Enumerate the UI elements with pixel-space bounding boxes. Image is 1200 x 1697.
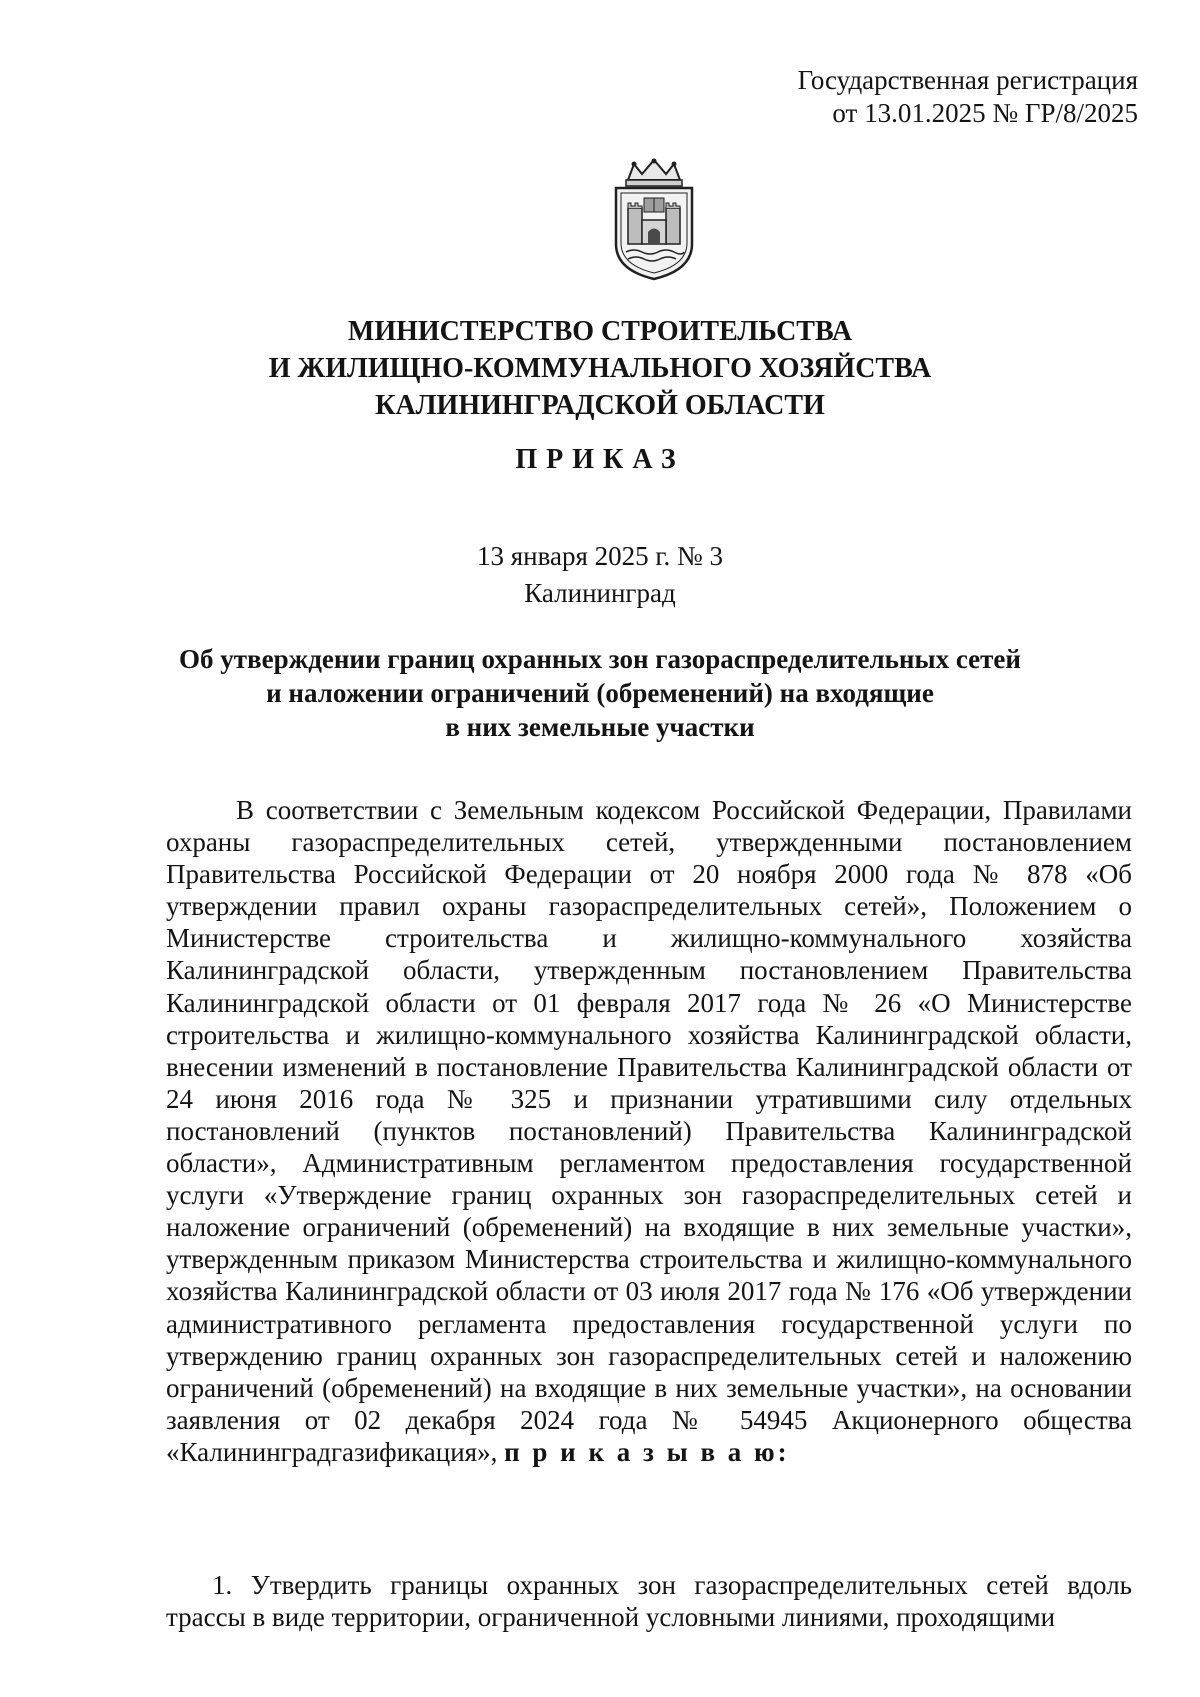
order-date-number: 13 января 2025 г. № 3	[477, 541, 723, 571]
state-registration-stamp	[798, 64, 1138, 130]
registration-label: Государственная регистрация	[797, 65, 1138, 95]
order-item-1: 1. Утвердить границы охранных зон газораспределительных сетей вдоль трассы в виде территории, ограниченной условными линиями, проходящими	[166, 1570, 1132, 1633]
registration-number: от 13.01.2025 № ГР/8/2025	[832, 98, 1138, 128]
preamble-text: В соответствии с Земельным кодексом Российской Федерации, Правилами охраны газораспределительных сетей, утвержденными постановлением Правительства Российской Федерации от 20 ноября 2000 года № 878 «Об утверждении правил охраны газораспределительных сетей», Положением о Министерстве строительства и жилищно-коммунального хозяйства Калининградской области, утвержденным постановлением Правительства Калининградской области от 01 февраля 2017 года № 26 «О Министерстве строительства и жилищно-коммунального хозяйства Калининградской области, внесении изменений в постановление Правительства Калининградской области от 24 июня 2016 года № 325 и признании утратившими силу отдельных постановлений (пунктов постановлений) Правительства Калининградской области», Административным регламентом предоставления государственной услуги «Утверждение границ охранных зон газораспределительных сетей и наложение ограничений (обременений) на входящие в них земельные участки», утвержденным приказом Министерства строительства и жилищно-коммунального хозяйства Калининградской области от 03 июля 2017 года № 176 «Об утверждении административного регламента предоставления государственной услуги по утверждению границ охранных зон газораспределительных сетей и наложению ограничений (обременений) на входящие в них земельные участки», на основании заявления от 02 декабря 2024 года № 54945 Акционерного общества «Калининградгазификация»,	[166, 795, 1132, 1467]
ministry-name	[0, 313, 1200, 424]
order-subject-heading	[0, 642, 1200, 744]
subject-line-2: и наложении ограничений (обременений) на входящие	[266, 678, 934, 708]
ministry-name-line-1: МИНИСТЕРСТВО СТРОИТЕЛЬСТВА	[347, 316, 853, 347]
kaliningrad-coat-of-arms-icon	[606, 158, 702, 282]
subject-line-3: в них земельные участки	[445, 712, 755, 742]
ministry-name-line-2: И ЖИЛИЩНО-КОММУНАЛЬНОГО ХОЗЯЙСТВА	[268, 353, 932, 384]
ministry-name-line-3: КАЛИНИНГРАДСКОЙ ОБЛАСТИ	[375, 390, 825, 421]
document-type-heading: ПРИКАЗ	[515, 444, 685, 475]
orders-word: п р и к а з ы в а ю:	[504, 1436, 790, 1467]
subject-line-1: Об утверждении границ охранных зон газораспределительных сетей	[179, 644, 1021, 674]
order-city: Калининград	[524, 578, 676, 608]
preamble-paragraph	[166, 794, 1132, 1468]
